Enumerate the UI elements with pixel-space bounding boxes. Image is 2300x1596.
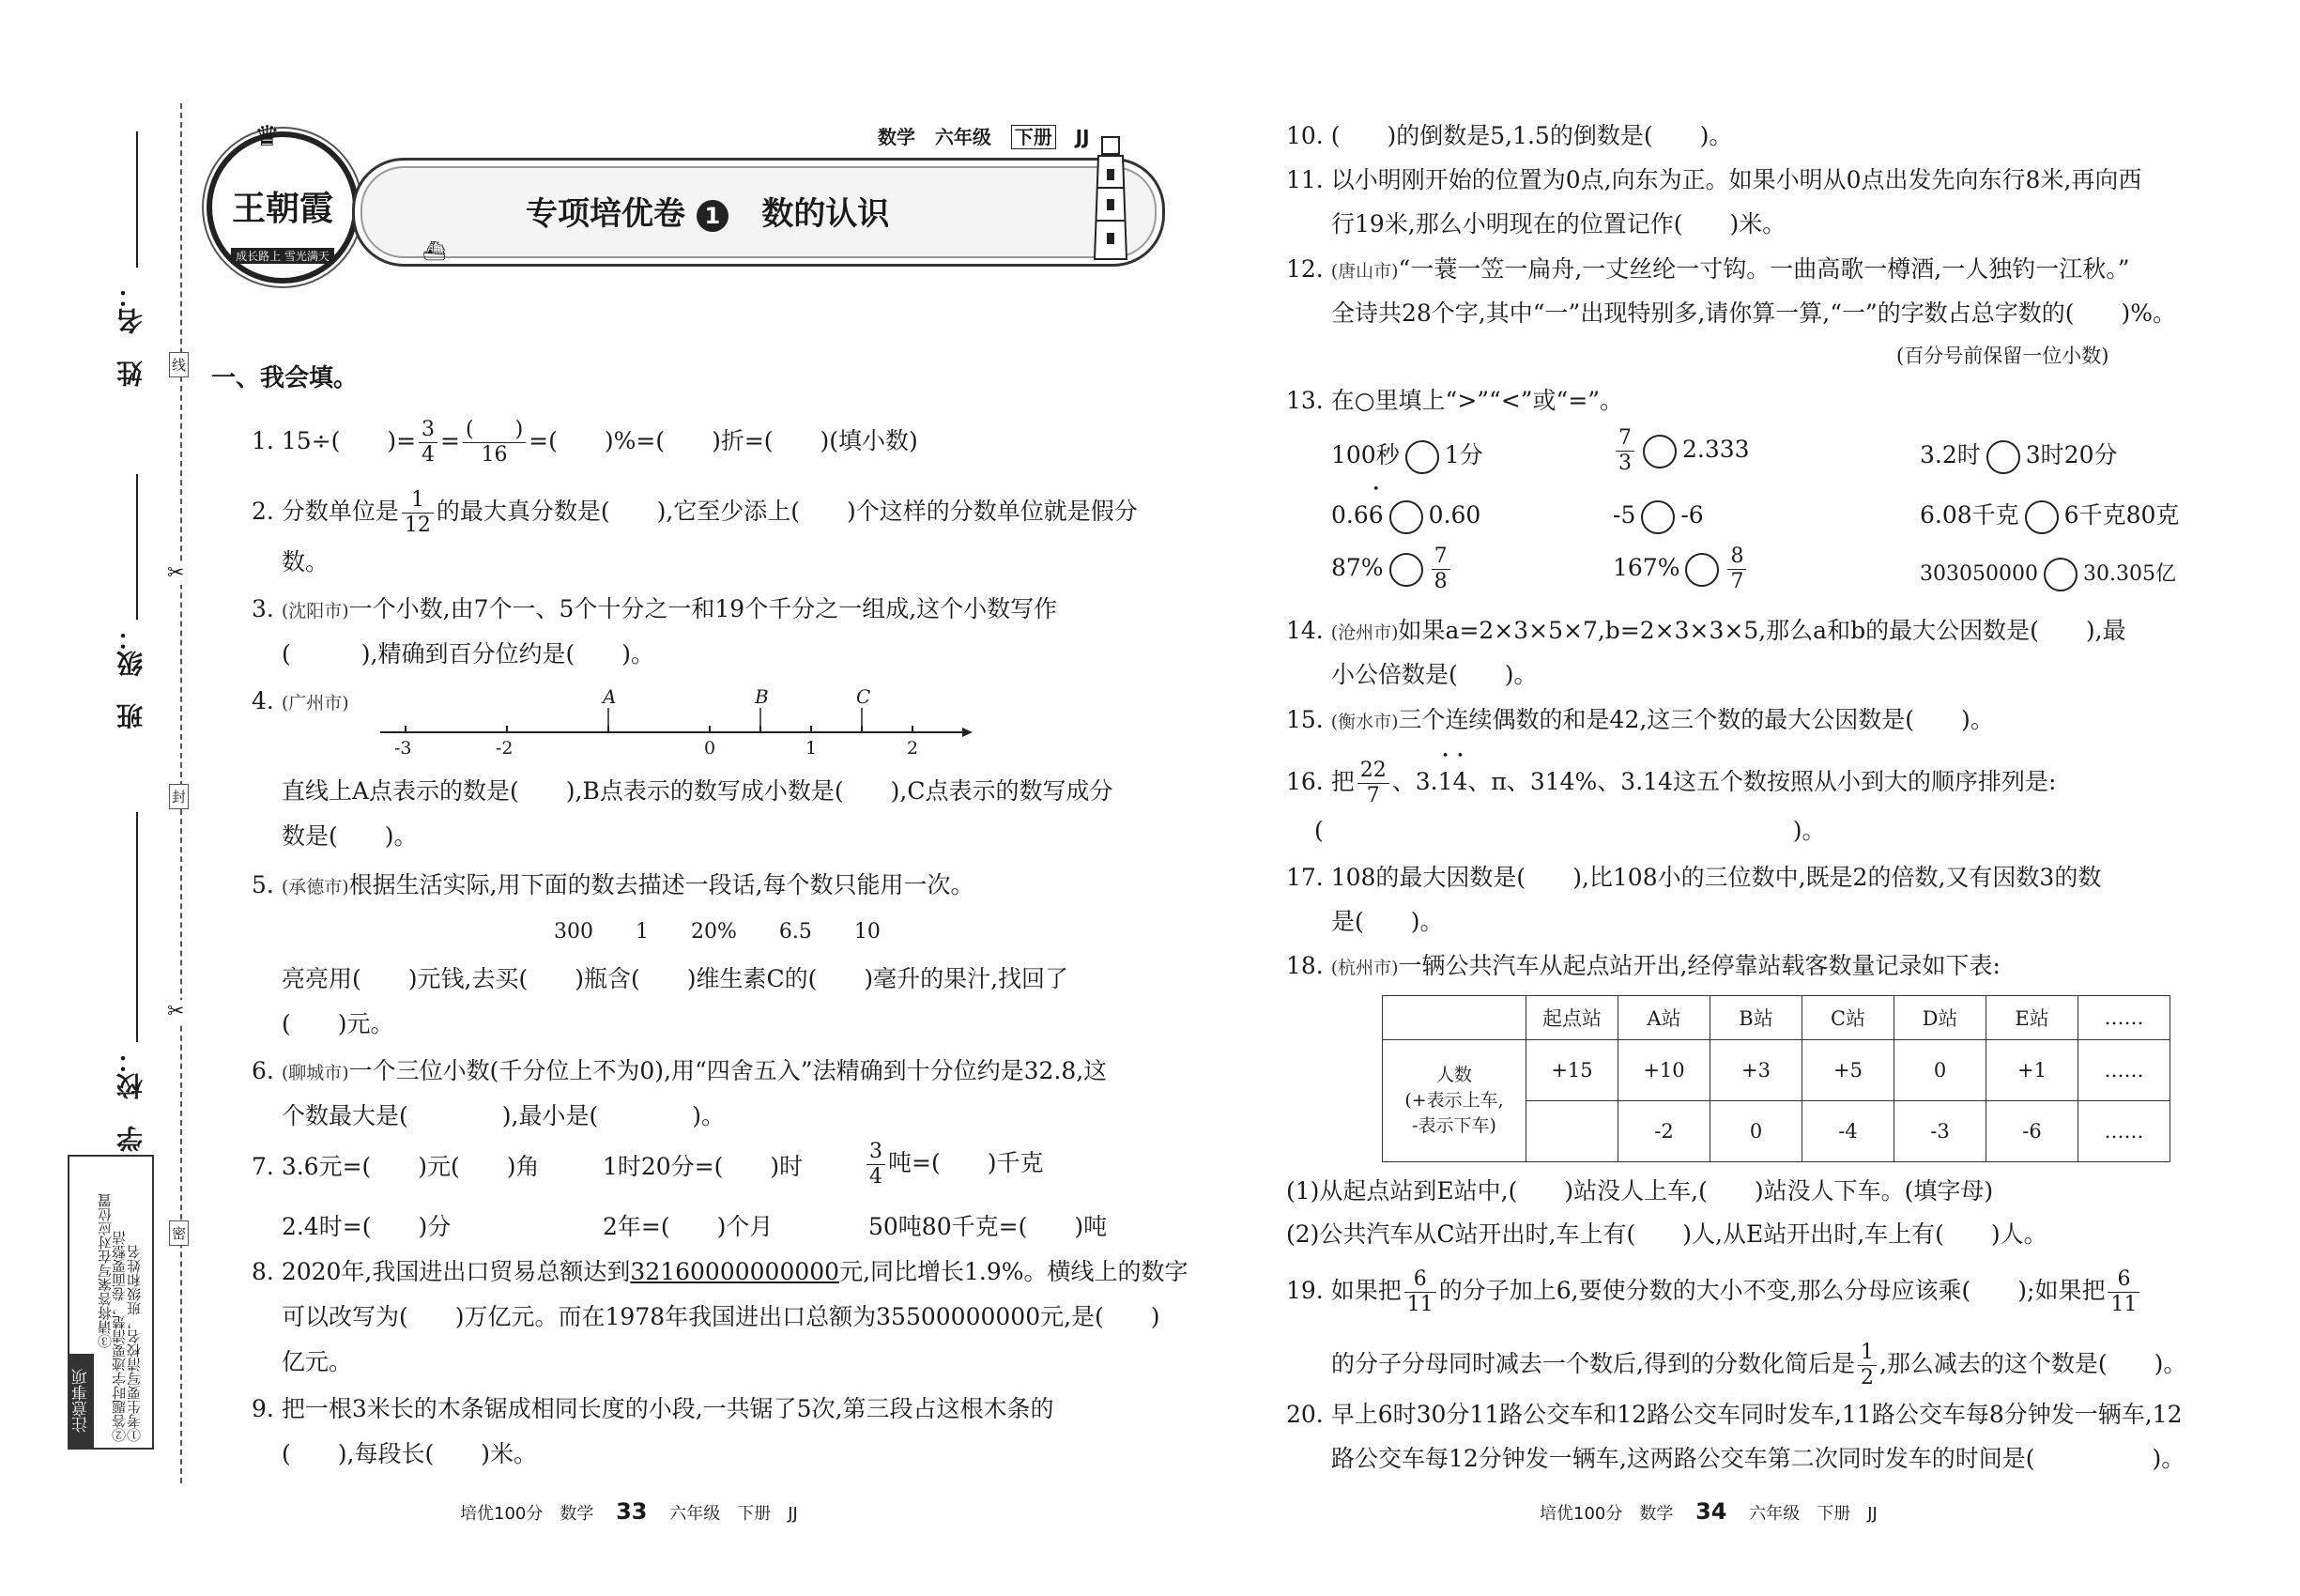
cut-mark-secret: 密	[169, 1220, 189, 1246]
brand-logo	[207, 120, 359, 284]
logo-slogan: 成长路上 雪光满天	[231, 248, 334, 264]
question-3-cont: ( ),精确到百分位约是( )。	[282, 640, 654, 668]
compare-item: 167% $\frac{8}{7}$	[1613, 545, 1749, 594]
fraction: $\frac{1}{2}$	[1858, 1341, 1877, 1390]
notes-item: ②答题时字迹要清楚，卷面要整洁	[111, 1231, 128, 1442]
question-17-cont: 是( )。	[1331, 908, 1444, 935]
question-11-cont: 行19米,那么小明现在的位置记作( )米。	[1331, 210, 1786, 238]
compare-circle[interactable]	[1405, 440, 1439, 474]
number-options: 300 1 20% 6.5 10	[554, 920, 881, 944]
compare-circle[interactable]	[1389, 500, 1423, 534]
question-5-text: 亮亮用( )元钱,去买( )瓶含( )维生素C的( )毫升的果汁,找回了	[282, 965, 1069, 992]
question-7-item: 1时20分=( )时	[603, 1153, 804, 1180]
compare-item: 100秒 1分	[1331, 439, 1483, 474]
question-16-cont: ( )。	[1314, 817, 1826, 844]
table-cell: +10	[1618, 1040, 1710, 1101]
compare-circle[interactable]	[1986, 440, 2020, 474]
tick-label: 2	[907, 738, 919, 759]
footer-left: 培优100分 数学 33 六年级 下册 JJ	[460, 1498, 798, 1525]
question-7-item: 2年=( )个月	[603, 1213, 774, 1240]
tick-label: -2	[496, 738, 514, 759]
question-1: 1. 15÷( )= $\frac{3}{4}$ = $\frac{( )}{16}$ =( )%=( )折=( )(填小数)	[252, 418, 918, 467]
source-tag: (沈阳市)	[281, 601, 349, 622]
fraction: $\frac{8}{7}$	[1727, 545, 1746, 594]
table-cell: +1	[1986, 1040, 2078, 1101]
class-label: 班 级：	[115, 624, 146, 729]
number-line	[376, 685, 976, 760]
notes-item: ③请将答案写在对应位置	[97, 1193, 114, 1348]
source-tag: (唐山市)	[1330, 261, 1399, 282]
question-20: 20. 早上6时30分11路公交车和12路公交车同时发车,11路公交车每8分钟发一辆车,12	[1286, 1401, 2183, 1428]
question-5: 5. (承德市)根据生活实际,用下面的数去描述一段话,每个数只能用一次。	[252, 871, 974, 898]
source-tag: (聊城市)	[281, 1063, 349, 1083]
question-4-text: 直线上A点表示的数是( ),B点表示的数写成小数是( ),C点表示的数写成分	[282, 777, 1113, 805]
question-12: 12. (唐山市)“一蓑一笠一扁舟,一丈丝纶一寸钩。一曲高歌一樽酒,一人独钓一江秋。”	[1286, 255, 2130, 283]
meta-grade: 六年级	[934, 126, 991, 148]
question-3: 3. (沈阳市)一个小数,由7个一、5个十分之一和19个千分之一组成,这个小数写作	[252, 595, 1058, 622]
compare-item: $\frac{7}{3}$ 2.333	[1613, 426, 1750, 476]
table-cell: -3	[1894, 1101, 1986, 1162]
question-11: 11. 以小明刚开始的位置为0点,向东为正。如果小明从0点出发先向东行8米,再向西	[1286, 166, 2142, 193]
table-header: C站	[1802, 996, 1894, 1040]
question-2-cont: 数。	[282, 548, 330, 575]
compare-item: 3.2时 3时20分	[1920, 439, 2117, 474]
table-cell: 0	[1710, 1101, 1802, 1162]
question-20-cont: 路公交车每12分钟发一辆车,这两路公交车第二次同时发车的时间是( )。	[1331, 1445, 2185, 1472]
paper-topic: 数的认识	[761, 195, 890, 233]
source-tag: (承德市)	[281, 877, 349, 898]
question-8-cont: 亿元。	[282, 1348, 353, 1375]
table-cell: -4	[1802, 1101, 1894, 1162]
compare-circle[interactable]	[2025, 500, 2059, 534]
question-15: 15. (衡水市)三个连续偶数的和是42,这三个数的最大公因数是( )。	[1286, 706, 1994, 733]
notes-box	[68, 1155, 154, 1450]
question-2: 2. 分数单位是 $\frac{1}{12}$ 的最大真分数是( ),它至少添上( )个这样的分数单位就是假分	[252, 488, 1138, 537]
lighthouse-icon	[1089, 131, 1132, 263]
table-header: 起点站	[1526, 996, 1618, 1040]
compare-circle[interactable]	[2044, 558, 2078, 591]
source-tag: (衡水市)	[1330, 712, 1399, 732]
question-13: 13. 在○里填上“>”“<”或“=”。	[1286, 387, 1624, 414]
question-7-item: 2.4时=( )分	[282, 1213, 452, 1240]
class-underline	[136, 474, 138, 620]
question-7-item: $\frac{3}{4}$ 吨=( )千克	[864, 1140, 1043, 1189]
paper-title	[526, 188, 889, 234]
name-label: 姓 名：	[115, 282, 146, 387]
question-12-note: (百分号前保留一位小数)	[1896, 345, 2109, 367]
question-12-cont: 全诗共28个字,其中“一”出现特别多,请你算一算,“一”的字数占总字数的( )%。	[1331, 299, 2177, 327]
table-header: ……	[2078, 996, 2170, 1040]
table-header: E站	[1986, 996, 2078, 1040]
compare-item: 6.08千克 6千克80克	[1920, 499, 2179, 534]
section-title: 一、我会填。	[211, 364, 359, 392]
table-cell: 0	[1894, 1040, 1986, 1101]
header-meta	[878, 122, 1090, 149]
compare-item: -5 -6	[1613, 499, 1704, 534]
fraction: $\frac{7}{3}$	[1616, 426, 1634, 476]
fraction: $\frac{6}{11}$	[1404, 1267, 1436, 1317]
question-6-cont: 个数最大是( ),最小是( )。	[282, 1102, 725, 1129]
point-label-a: A	[603, 685, 617, 708]
table-cell: ……	[2078, 1040, 2170, 1101]
compare-circle[interactable]	[1389, 553, 1423, 587]
compare-circle[interactable]	[1641, 500, 1675, 534]
compare-circle[interactable]	[1685, 553, 1719, 587]
scissors-icon: ✂	[167, 1000, 185, 1023]
question-16: 16. 把 $\frac{22}{7}$ 、3.• 1• 4、π、314%、3.14这五个数按照从小到大的顺序排列是:	[1286, 759, 2056, 808]
question-5-cont: ( )元。	[282, 1010, 394, 1037]
row-label: 人数 (+表示上车, -表示下车)	[1383, 1040, 1526, 1162]
question-4: 4. (广州市)	[252, 687, 349, 714]
table-header: B站	[1710, 996, 1802, 1040]
table-row	[1383, 996, 2170, 1040]
fraction: $\frac{22}{7}$	[1357, 759, 1389, 808]
question-8: 8. 2020年,我国进出口贸易总额达到32160000000000元,同比增长1.9%。横线上的数字	[252, 1258, 1188, 1285]
tick-label: -3	[394, 738, 412, 759]
scissors-icon: ✂	[167, 561, 185, 585]
question-4-cont: 数是( )。	[282, 822, 418, 850]
bus-table	[1382, 995, 2170, 1162]
question-18-sub2: (2)公共汽车从C站开出时,车上有( )人,从E站开出时,车上有( )人。	[1286, 1220, 2047, 1248]
table-header: A站	[1618, 996, 1710, 1040]
compare-item: 303050000 30.305亿	[1920, 558, 2176, 591]
q-number: 1.	[252, 427, 274, 454]
source-tag: (沧州市)	[1330, 622, 1399, 643]
fraction: $\frac{7}{8}$	[1432, 545, 1450, 594]
question-18: 18. (杭州市)一辆公共汽车从起点站开出,经停靠站载客数量记录如下表:	[1286, 952, 2001, 979]
point-label-b: B	[755, 685, 769, 708]
cut-mark-line: 线	[169, 352, 189, 377]
paper-number-badge: 1	[697, 200, 728, 232]
fraction: $\frac{3}{4}$	[866, 1140, 885, 1189]
meta-volume: 下册	[1011, 125, 1056, 149]
name-underline	[136, 131, 138, 268]
table-cell: -6	[1986, 1101, 2078, 1162]
compare-item: 0.6• 6 0.60	[1331, 499, 1480, 534]
source-tag: (杭州市)	[1330, 958, 1399, 978]
question-14: 14. (沧州市)如果a=2×3×5×7,b=2×3×3×5,那么a和b的最大公因数是( ),最	[1286, 617, 2126, 644]
tick-label: 1	[805, 738, 818, 759]
crown-icon: ♛	[254, 120, 280, 153]
notes-title: 注意事项	[69, 1354, 94, 1448]
notes-item: ①考生要写清校名，班级和姓名	[126, 1245, 143, 1442]
fraction: $\frac{6}{11}$	[2108, 1267, 2139, 1317]
question-17: 17. 108的最大因数是( ),比108小的三位数中,既是2的倍数,又有因数3的数	[1286, 864, 2102, 891]
school-label: 学 校：	[115, 1047, 146, 1152]
compare-circle[interactable]	[1643, 435, 1677, 468]
school-underline	[136, 812, 138, 1042]
logo-name: 王朝霞	[231, 189, 333, 228]
question-10: 10. ( )的倒数是5,1.5的倒数是( )。	[1286, 122, 1733, 149]
table-cell: -2	[1618, 1101, 1710, 1162]
question-9-cont: ( ),每段长( )米。	[282, 1440, 537, 1467]
ship-icon: ⛴	[422, 239, 447, 262]
question-8-cont: 可以改写为( )万亿元。而在1978年我国进出口总额为35500000000元,是( )	[282, 1303, 1160, 1330]
meta-subject: 数学	[878, 126, 915, 148]
table-cell	[1526, 1101, 1618, 1162]
table-cell: ……	[2078, 1101, 2170, 1162]
fraction: $\frac{3}{4}$	[419, 418, 437, 468]
page-number: 34	[1695, 1498, 1727, 1525]
source-tag: (广州市)	[281, 693, 349, 714]
fraction: $\frac{( )}{16}$	[463, 418, 526, 468]
footer-right: 培优100分 数学 34 六年级 下册 JJ	[1540, 1498, 1878, 1525]
question-14-cont: 小公倍数是( )。	[1331, 661, 1538, 688]
question-19-cont: 的分子分母同时减去一个数后,得到的分数化简后是 $\frac{1}{2}$ ,那么减去的这个数是( )。	[1331, 1341, 2187, 1389]
table-cell: +3	[1710, 1040, 1802, 1101]
paper-title-text: 专项培优卷	[526, 195, 685, 233]
cut-mark-seal: 封	[169, 784, 189, 809]
question-6: 6. (聊城市)一个三位小数(千分位上不为0),用“四舍五入”法精确到十分位约是32.8,这	[252, 1057, 1108, 1084]
table-row	[1383, 1040, 2170, 1101]
meta-edition: JJ	[1075, 126, 1090, 148]
page-number: 33	[616, 1498, 648, 1525]
fraction: $\frac{1}{12}$	[402, 488, 434, 538]
question-18-sub1: (1)从起点站到E站中,( )站没人上车,( )站没人下车。(填字母)	[1286, 1177, 1994, 1205]
table-cell: +5	[1802, 1040, 1894, 1101]
tick-label: 0	[704, 738, 716, 759]
question-9: 9. 把一根3米长的木条锯成相同长度的小段,一共锯了5次,第三段占这根木条的	[252, 1395, 1054, 1422]
table-header: D站	[1894, 996, 1986, 1040]
question-7: 7. 3.6元=( )元( )角	[252, 1153, 540, 1180]
question-19: 19. 如果把 $\frac{6}{11}$ 的分子加上6,要使分数的大小不变,那么分母应该乘( );如果把 $\frac{6}{11}$	[1286, 1267, 2142, 1317]
question-7-item: 50吨80千克=( )吨	[868, 1213, 1108, 1240]
compare-item: 87% $\frac{7}{8}$	[1331, 545, 1453, 594]
table-cell: +15	[1526, 1040, 1618, 1101]
point-label-c: C	[856, 685, 871, 708]
